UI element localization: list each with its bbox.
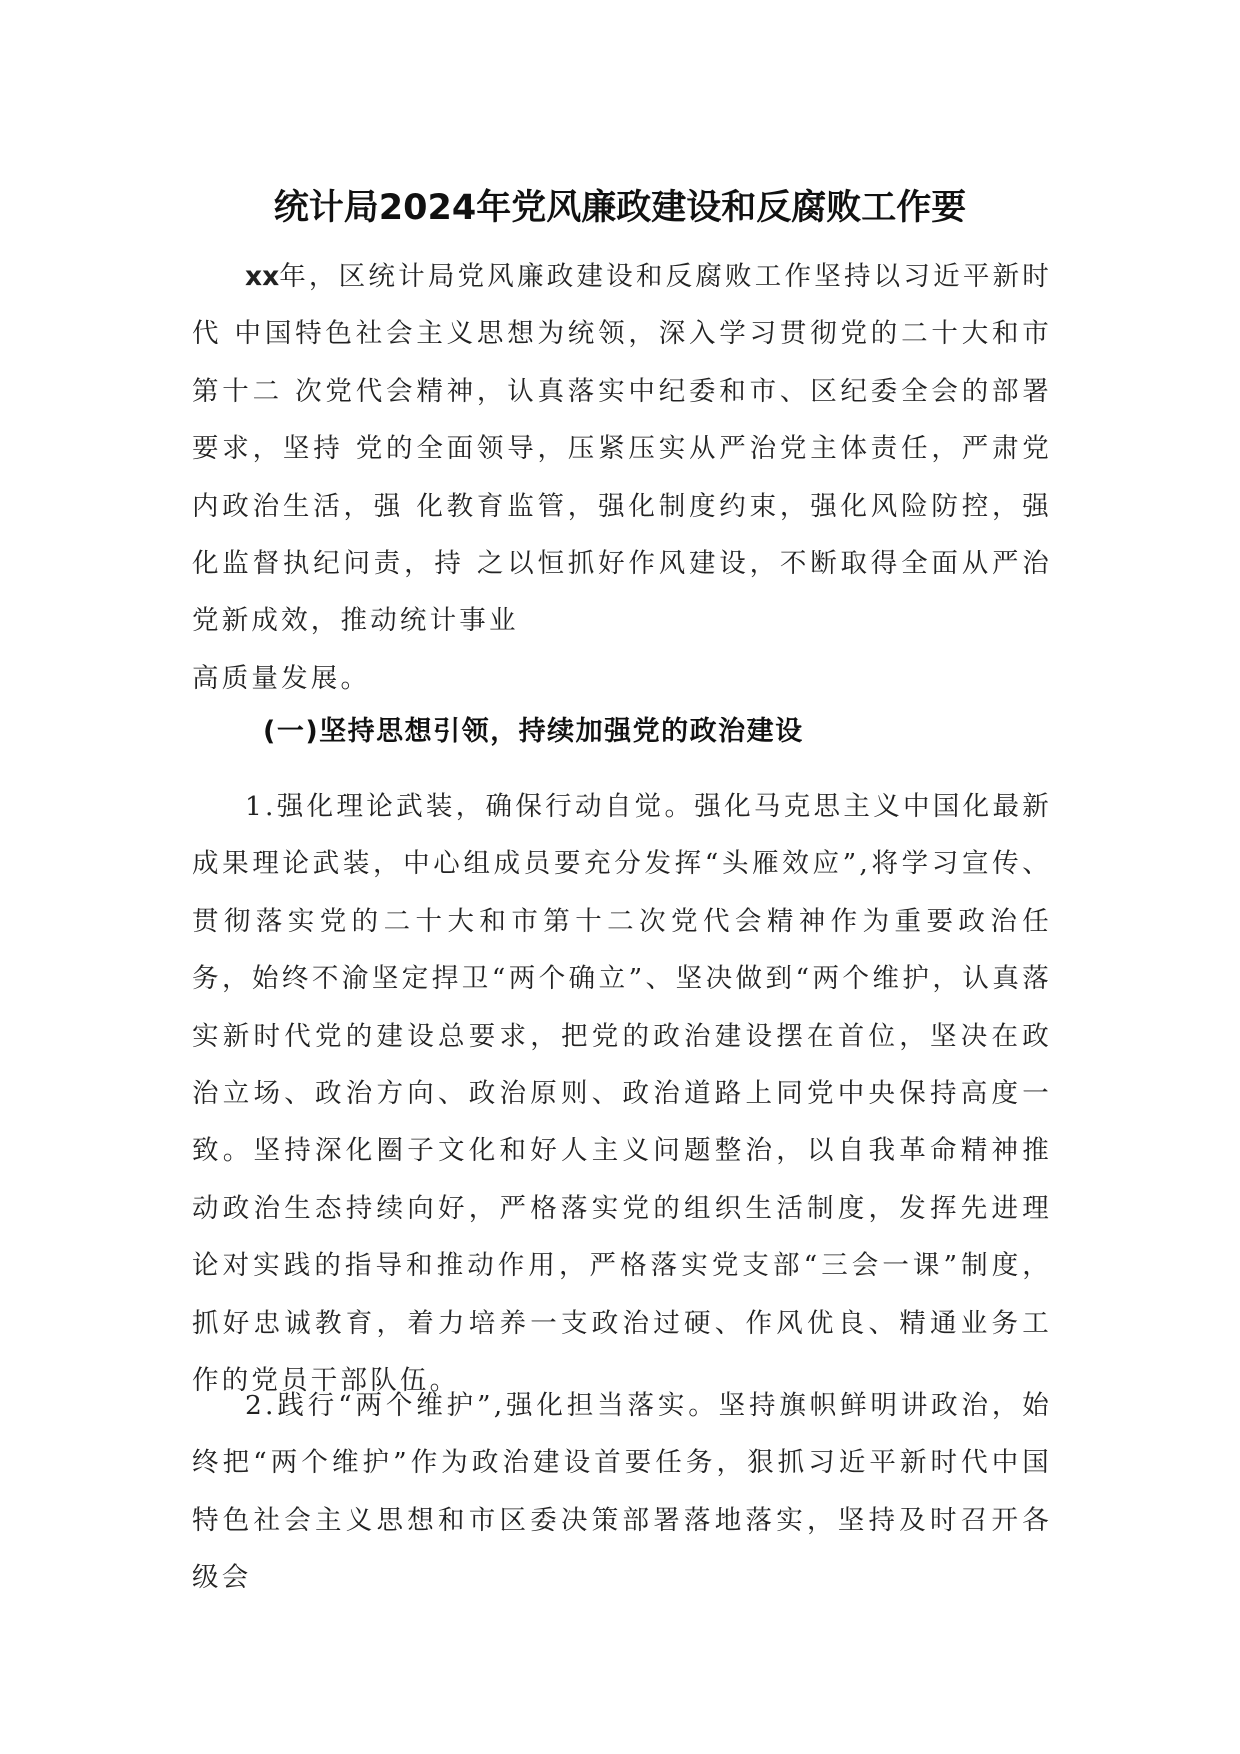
intro-text: 年，区统计局党风廉政建设和反腐败工作坚持以习近平新时代 中国特色社会主义思想为统领，深入学习贯彻党的二十大和市第十二 次党代会精神，认真落实中纪委和市、区纪委全会的部署要求，坚持 党的全面领导，压紧压实从严治党主体责任，严肃党内政治生活，强 化教育监管，强化制度约束，强化风险防控，强化监督执纪问责，持 之以恒抓好作风建设，不断取得全面从严治党新成效，推动统计事业: [192, 261, 1052, 637]
intro-paragraph: [192, 248, 1052, 650]
intro-paragraph-tail: 高质量发展。: [192, 663, 371, 694]
document-title: 统计局2024年党风廉政建设和反腐败工作要: [273, 188, 967, 228]
intro-year-placeholder: xx: [245, 261, 280, 292]
item-2-paragraph: 2.践行“两个维护”,强化担当落实。坚持旗帜鲜明讲政治，始终把“两个维护”作为政治建设首要任务，狠抓习近平新时代中国特色社会主义思想和市区委决策部署落地落实，坚持及时召开各级会: [192, 1390, 1052, 1594]
item-1-paragraph: 1.强化理论武装，确保行动自觉。强化马克思主义中国化最新成果理论武装，中心组成员要充分发挥“头雁效应”,将学习宣传、贯彻落实党的二十大和市第十二次党代会精神作为重要政治任务，始终不渝坚定捍卫“两个确立”、坚决做到“两个维护，认真落实新时代党的建设总要求，把党的政治建设摆在首位，坚决在政治立场、政治方向、政治原则、政治道路上同党中央保持高度一致。坚持深化圈子文化和好人主义问题整治，以自我革命精神推动政治生态持续向好，严格落实党的组织生活制度，发挥先进理论对实践的指导和推动作用，严格落实党支部“三会一课”制度，抓好忠诚教育，着力培养一支政治过硬、作风优良、精通业务工作的党员干部队伍。: [192, 791, 1052, 1397]
section-heading: (一)坚持思想引领，持续加强党的政治建设: [263, 716, 804, 747]
